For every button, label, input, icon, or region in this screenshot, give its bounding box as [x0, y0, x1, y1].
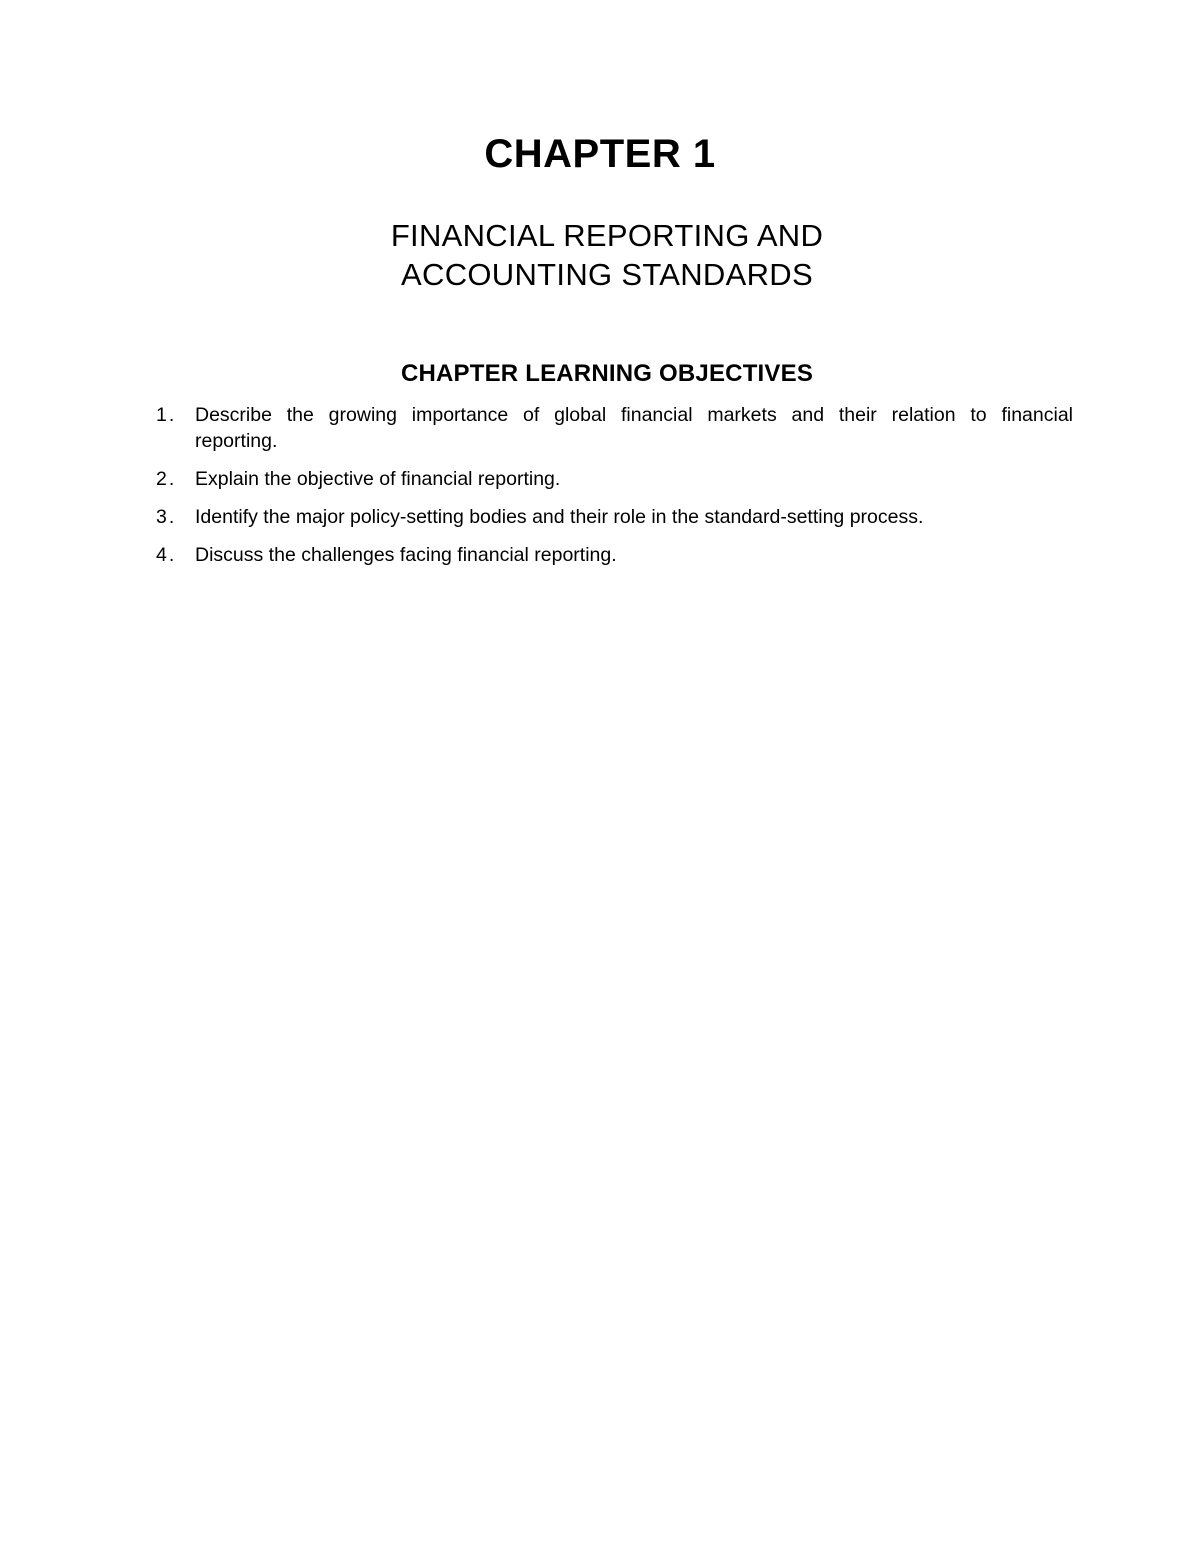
objective-number: 1. — [156, 404, 177, 426]
chapter-title: CHAPTER 1 — [484, 132, 716, 176]
objective-text: Discuss the challenges facing financial reporting. — [195, 544, 617, 566]
objective-text: Explain the objective of financial reporting. — [195, 468, 561, 490]
chapter-subtitle — [0, 216, 1200, 294]
learning-objectives-heading: CHAPTER LEARNING OBJECTIVES — [400, 360, 814, 387]
objective-item — [156, 466, 1073, 492]
learning-objectives-list — [156, 402, 1073, 580]
chapter-subtitle-line-1: FINANCIAL REPORTING AND — [390, 218, 824, 253]
objective-item — [156, 542, 1073, 568]
objective-item — [156, 402, 1073, 454]
objective-number: 3. — [156, 506, 177, 528]
objective-item — [156, 504, 1073, 530]
objective-text: Identify the major policy-setting bodies and their role in the standard-setting process. — [195, 506, 924, 528]
chapter-subtitle-line-2: ACCOUNTING STANDARDS — [401, 257, 813, 292]
objective-text: Describe the growing importance of global financial markets and their relation to financial reporting. — [195, 404, 1073, 452]
objective-number: 2. — [156, 468, 177, 490]
objective-number: 4. — [156, 544, 177, 566]
